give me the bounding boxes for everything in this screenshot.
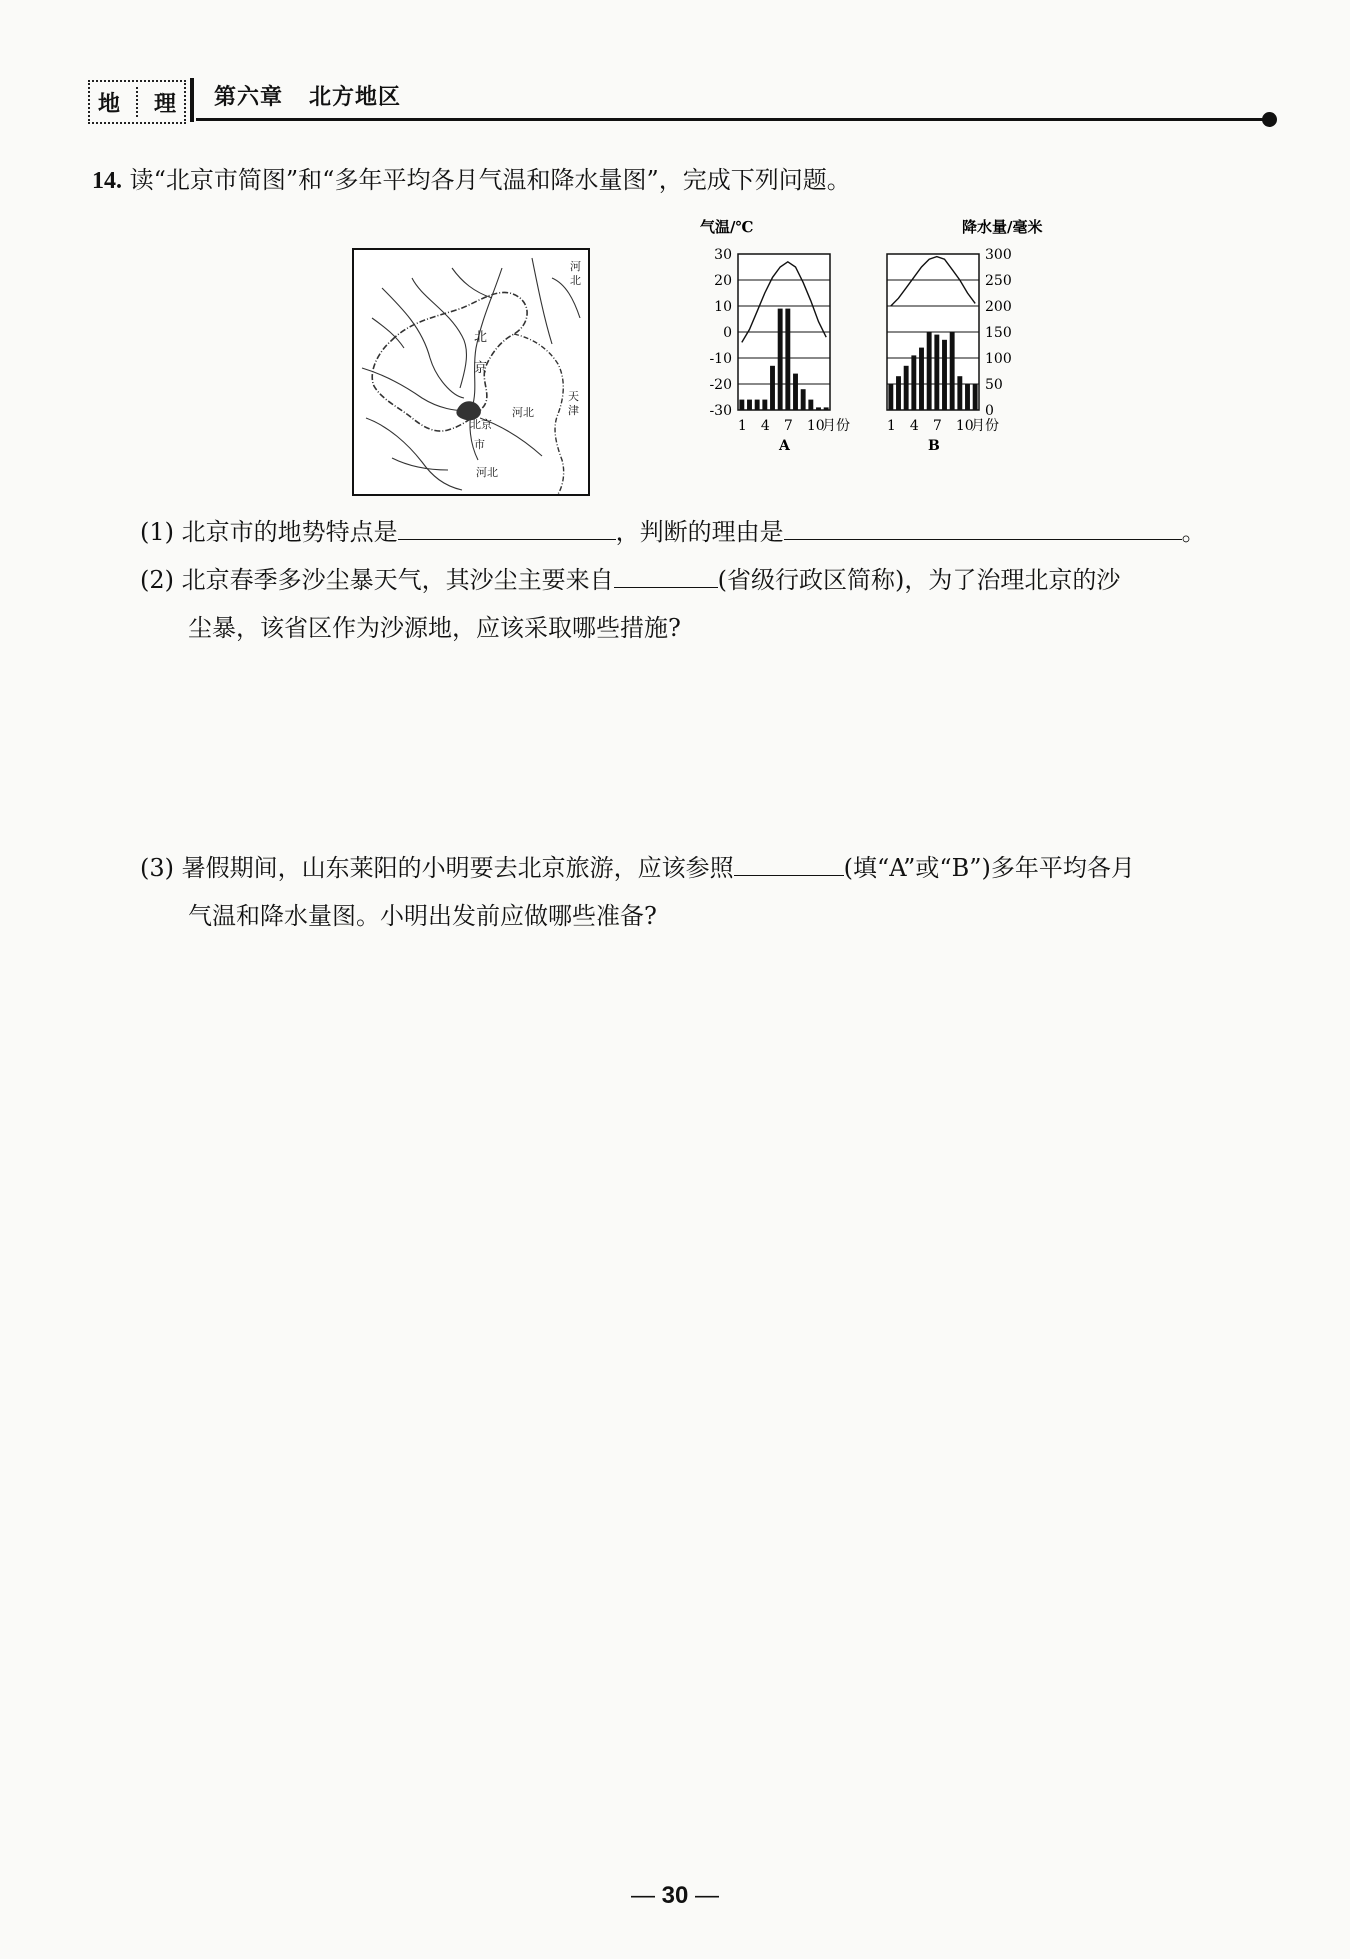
map-label: 北 xyxy=(474,330,488,345)
chart-B-precip-bar-7 xyxy=(934,335,939,410)
chart-A-precip-bar-5 xyxy=(770,366,775,410)
part-1-answer-blank-2[interactable] xyxy=(784,513,1182,540)
chart-A-precip-bar-10 xyxy=(808,400,813,410)
chart-A-precip-bar-8 xyxy=(793,374,798,410)
chart-B-precip-bar-8 xyxy=(942,340,947,410)
map-frame xyxy=(353,249,589,495)
temp-tick-label: 20 xyxy=(714,273,732,289)
part-2-answer-blank[interactable] xyxy=(614,561,718,588)
subject-char-1: 地 xyxy=(97,91,120,117)
precip-tick-label: 300 xyxy=(985,247,1012,263)
section-title: 北方地区 xyxy=(309,84,402,110)
chapter-number: 第六章 xyxy=(214,84,284,110)
part-1-end: 。 xyxy=(1181,518,1206,546)
subject-divider xyxy=(136,87,138,117)
beijing-map xyxy=(352,248,590,496)
map-label: 河 xyxy=(570,260,581,273)
chart-A-x-tick: 10 xyxy=(806,418,825,434)
map-label: 津 xyxy=(568,404,579,417)
chart-B-x-tick: 7 xyxy=(932,418,942,434)
part-3-answer-space[interactable] xyxy=(188,950,1268,1810)
part-3-line-1 xyxy=(140,844,1135,892)
question-stem xyxy=(92,156,851,205)
part-2-text-b: (省级行政区简称)，为了治理北京的沙 xyxy=(717,566,1121,594)
part-3-text-b: (填“A”或“B”)多年平均各月 xyxy=(843,854,1135,882)
chart-B-precip-bar-9 xyxy=(950,332,955,410)
chart-A-precip-bar-6 xyxy=(778,309,783,410)
temp-tick-label: 0 xyxy=(723,325,732,341)
part-3-answer-blank[interactable] xyxy=(734,849,844,876)
chart-B-precip-bar-11 xyxy=(965,384,970,410)
chart-B-precip-bar-12 xyxy=(973,384,978,410)
page-number: — 30 — xyxy=(630,1882,720,1909)
part-3-text-a: 暑假期间，山东莱阳的小明要去北京旅游，应该参照 xyxy=(181,854,734,882)
precip-tick-label: 150 xyxy=(985,325,1012,341)
map-label: 北京 xyxy=(470,418,492,431)
temp-axis-title: 气温/℃ xyxy=(700,218,754,236)
part-1-text-a: 北京市的地势特点是 xyxy=(181,518,398,546)
precip-tick-label: 250 xyxy=(985,273,1012,289)
chart-A-precip-bar-11 xyxy=(816,407,821,410)
chart-B-x-unit: 月份 xyxy=(971,418,999,434)
header-rule xyxy=(196,118,1268,121)
chart-A-x-tick: 7 xyxy=(783,418,793,434)
part-1-label: (1) xyxy=(140,518,174,546)
part-2-label: (2) xyxy=(140,566,174,594)
chart-A-label: A xyxy=(779,438,790,454)
question-text: 读“北京市简图”和“多年平均各月气温和降水量图”，完成下列问题。 xyxy=(129,166,851,194)
subject-char-2: 理 xyxy=(153,91,176,117)
chart-B-precip-bar-1 xyxy=(888,384,893,410)
chart-A-precip-bar-9 xyxy=(801,389,806,410)
map-label: 天 xyxy=(568,390,579,403)
part-2-line-2: 尘暴，该省区作为沙源地，应该采取哪些措施? xyxy=(188,614,681,642)
chart-A-precip-bar-4 xyxy=(762,400,767,410)
precip-tick-label: 200 xyxy=(985,299,1012,315)
chart-A-precip-bar-1 xyxy=(739,400,744,410)
chart-A-x-tick: 4 xyxy=(760,418,770,434)
map-label: 河北 xyxy=(476,466,498,479)
precip-tick-label: 50 xyxy=(985,377,1003,393)
map-label: 市 xyxy=(474,438,485,451)
chart-B-precip-bar-5 xyxy=(919,348,924,410)
temp-tick-label: -20 xyxy=(709,377,732,393)
chart-B-x-tick: 4 xyxy=(909,418,919,434)
map-label: 河北 xyxy=(512,406,534,419)
climate-charts xyxy=(690,214,1060,504)
precip-axis-title: 降水量/毫米 xyxy=(962,218,1043,236)
chart-A-precip-bar-2 xyxy=(747,400,752,410)
part-1-text-b: ，判断的理由是 xyxy=(615,518,784,546)
chart-A-precip-bar-12 xyxy=(824,407,829,410)
chart-B-x-tick: 10 xyxy=(955,418,974,434)
part-1-answer-blank-1[interactable] xyxy=(398,513,616,540)
chart-B-x-tick: 1 xyxy=(886,418,896,434)
chart-B-precip-bar-10 xyxy=(957,376,962,410)
part-3-label: (3) xyxy=(140,854,174,882)
chapter-title xyxy=(214,80,401,111)
subject-badge xyxy=(88,80,186,124)
chart-A-precip-bar-3 xyxy=(755,400,760,410)
map-label: 北 xyxy=(570,274,581,287)
header-rule-dot xyxy=(1262,112,1277,127)
chart-B-precip-bar-2 xyxy=(896,376,901,410)
chart-A-x-unit: 月份 xyxy=(822,418,850,434)
part-3-line-2: 气温和降水量图。小明出发前应做哪些准备? xyxy=(188,902,657,930)
page-number-value: 30 xyxy=(661,1882,689,1909)
part-2-text-a: 北京春季多沙尘暴天气，其沙尘主要来自 xyxy=(181,566,614,594)
part-2-answer-space[interactable] xyxy=(188,660,1268,830)
chart-marks xyxy=(709,247,1011,454)
chart-B-label: B xyxy=(928,438,940,454)
temp-tick-label: 30 xyxy=(714,247,732,263)
temp-tick-label: -10 xyxy=(709,351,732,367)
precip-tick-label: 0 xyxy=(985,403,994,419)
chart-A-x-tick: 1 xyxy=(737,418,747,434)
part-1 xyxy=(140,508,1206,556)
question-number: 14. xyxy=(92,168,122,194)
chart-B-precip-bar-3 xyxy=(904,366,909,410)
chart-A-precip-bar-7 xyxy=(785,309,790,410)
part-2-line-1 xyxy=(140,556,1120,604)
precip-tick-label: 100 xyxy=(985,351,1012,367)
temp-tick-label: 10 xyxy=(714,299,732,315)
temp-tick-label: -30 xyxy=(709,403,732,419)
header-bar xyxy=(190,78,194,122)
chart-B-precip-bar-6 xyxy=(927,332,932,410)
chart-B-precip-bar-4 xyxy=(911,355,916,410)
map-label: 京 xyxy=(474,361,488,376)
